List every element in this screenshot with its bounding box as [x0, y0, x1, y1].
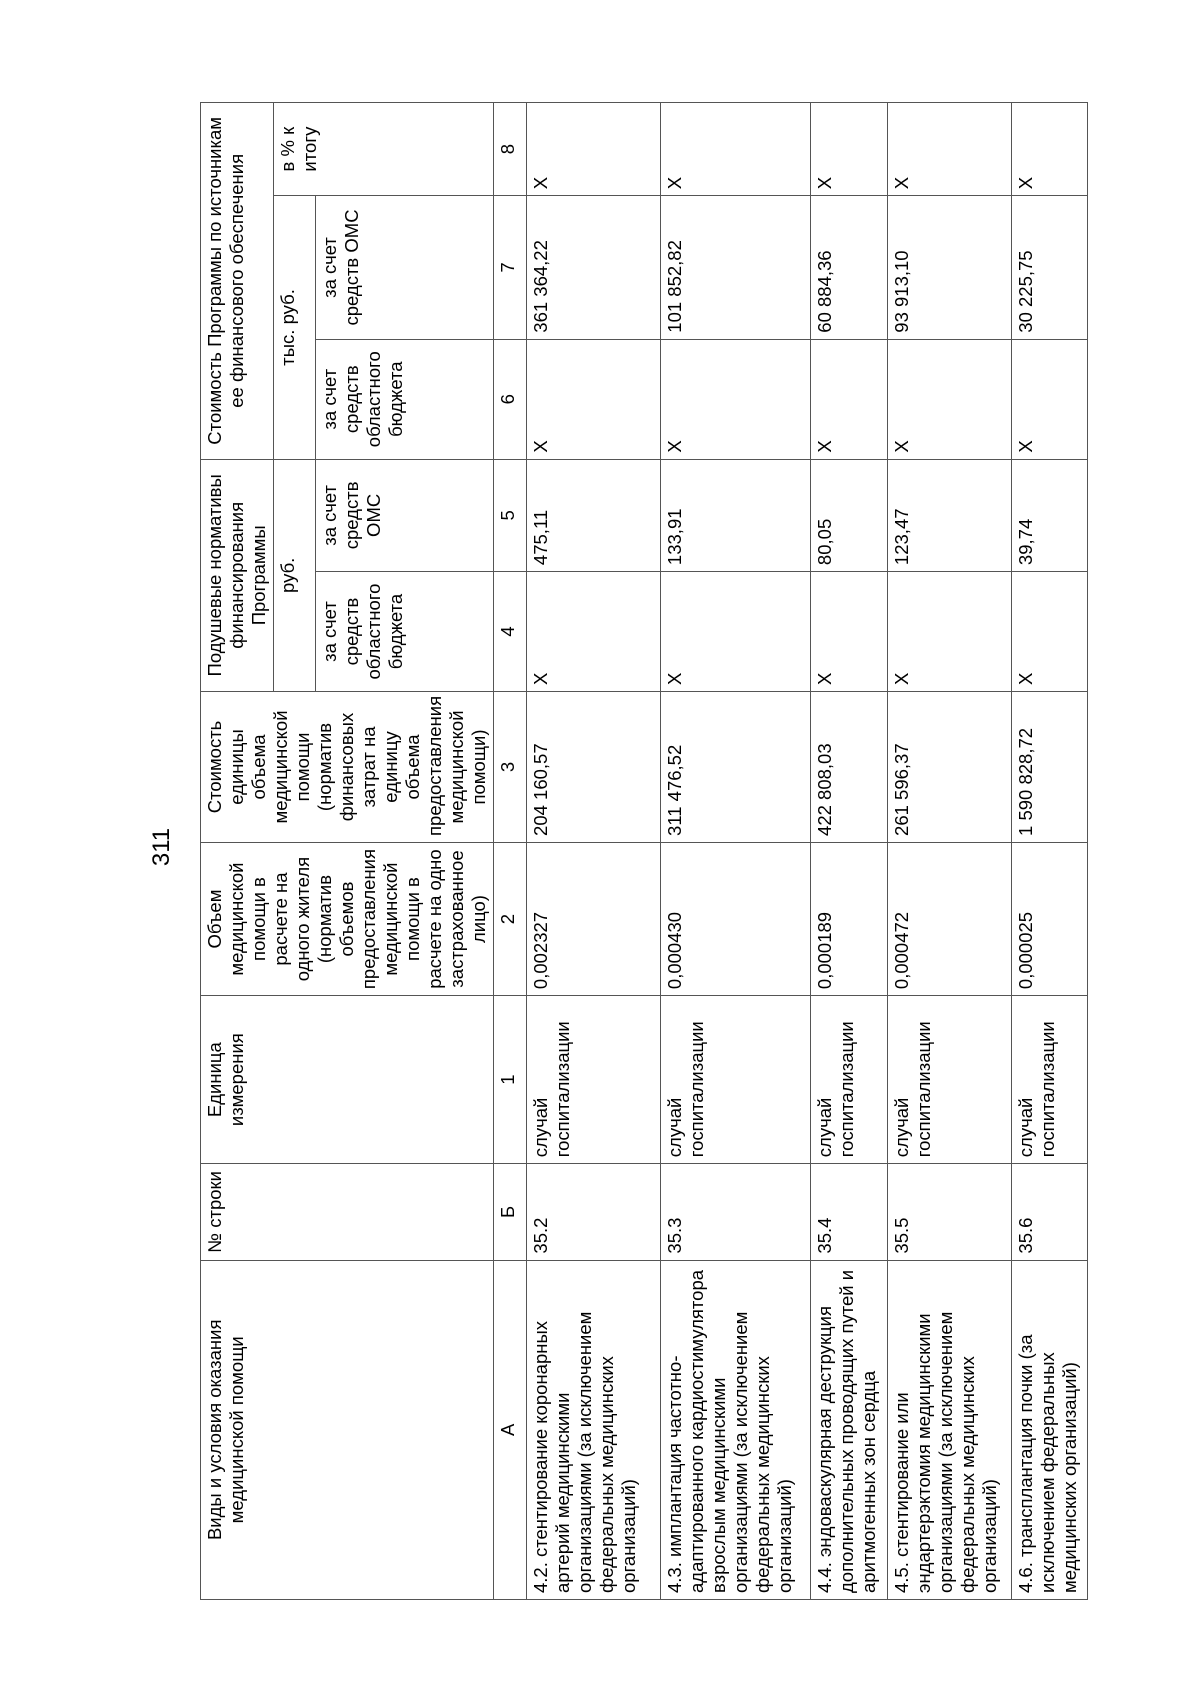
row-pc-budget: X: [888, 572, 1012, 692]
header-col-3: Стоимость единицы объема медицинской помощи (норматив финансовых затрат на единицу объема предоставления медицинской помощи): [201, 691, 494, 842]
row-pc-budget: X: [811, 572, 888, 692]
row-volume: 0,000025: [1012, 842, 1088, 995]
row-cost-oms: 93 913,10: [888, 196, 1012, 339]
row-cost-budget: X: [811, 339, 888, 459]
header-col-a: Виды и условия оказания медицинской помощи: [201, 1260, 494, 1599]
financing-table: [200, 102, 1088, 1600]
row-line-number: 35.6: [1012, 1164, 1088, 1260]
row-unit-cost: 422 808,03: [811, 691, 888, 842]
row-name: 4.2. стентирование коронарных артерий медицинскими организациями (за исключением федеральных медицинских организаций): [527, 1260, 661, 1599]
table-row: [661, 103, 811, 1600]
header-col-5: за счет средств ОМС: [316, 459, 494, 571]
row-unit-cost: 1 590 828,72: [1012, 691, 1088, 842]
column-number: 1: [494, 996, 527, 1164]
column-number: 3: [494, 691, 527, 842]
column-number: 6: [494, 339, 527, 459]
row-pc-oms: 39,74: [1012, 459, 1088, 571]
table-row: [888, 103, 1012, 1600]
column-number: 4: [494, 572, 527, 692]
row-pc-oms: 123,47: [888, 459, 1012, 571]
row-volume: 0,000472: [888, 842, 1012, 995]
row-pc-budget: X: [1012, 572, 1088, 692]
row-unit-cost: 311 476,52: [661, 691, 811, 842]
row-volume: 0,000430: [661, 842, 811, 995]
column-number: 8: [494, 103, 527, 196]
landscape-content: [200, 102, 1128, 1600]
row-cost-budget: X: [1012, 339, 1088, 459]
column-number-row: [494, 103, 527, 1600]
row-pc-oms: 133,91: [661, 459, 811, 571]
row-pc-budget: X: [661, 572, 811, 692]
row-percent: X: [1012, 103, 1088, 196]
row-unit-cost: 261 596,37: [888, 691, 1012, 842]
row-unit: случай госпитализации: [888, 996, 1012, 1164]
column-number: 5: [494, 459, 527, 571]
column-number: Б: [494, 1164, 527, 1260]
row-cost-budget: X: [527, 339, 661, 459]
row-line-number: 35.3: [661, 1164, 811, 1260]
header-cost-group: Стоимость Программы по источникам ее финансового обеспечения: [201, 103, 274, 460]
header-col-8: в % к итогу: [274, 103, 494, 196]
row-name: 4.3. имплантация частотно-адаптированного кардиостимулятора взрослым медицинскими организациями (за исключением федеральных медицинских организаций): [661, 1260, 811, 1599]
row-name: 4.4. эндоваскулярная деструкция дополнительных проводящих путей и аритмогенных зон сердца: [811, 1260, 888, 1599]
header-col-4: за счет средств областного бюджета: [316, 572, 494, 692]
row-unit: случай госпитализации: [811, 996, 888, 1164]
row-name: 4.5. стентирование или эндартерэктомия медицинскими организациями (за исключением федеральных медицинских организаций): [888, 1260, 1012, 1599]
row-line-number: 35.5: [888, 1164, 1012, 1260]
row-percent: X: [661, 103, 811, 196]
row-pc-oms: 475,11: [527, 459, 661, 571]
row-percent: X: [527, 103, 661, 196]
row-unit: случай госпитализации: [527, 996, 661, 1164]
header-col-1: Единица измерения: [201, 996, 494, 1164]
row-cost-oms: 101 852,82: [661, 196, 811, 339]
row-unit: случай госпитализации: [661, 996, 811, 1164]
column-number: А: [494, 1260, 527, 1599]
header-per-capita-unit: руб.: [274, 459, 316, 691]
column-number: 2: [494, 842, 527, 995]
page-number: 311: [148, 827, 175, 867]
row-line-number: 35.4: [811, 1164, 888, 1260]
table-row: [527, 103, 661, 1600]
row-percent: X: [811, 103, 888, 196]
row-percent: X: [888, 103, 1012, 196]
row-pc-budget: X: [527, 572, 661, 692]
header-col-6: за счет средств областного бюджета: [316, 339, 494, 459]
row-cost-budget: X: [661, 339, 811, 459]
row-name: 4.6. трансплантация почки (за исключением федеральных медицинских организаций): [1012, 1260, 1088, 1599]
header-col-2: Объем медицинской помощи в расчете на одного жителя (норматив объемов предоставления медицинской помощи в расчете на одно застрахованное лицо): [201, 842, 494, 995]
row-volume: 0,002327: [527, 842, 661, 995]
row-unit: случай госпитализации: [1012, 996, 1088, 1164]
row-cost-oms: 30 225,75: [1012, 196, 1088, 339]
table-row: [1012, 103, 1088, 1600]
row-pc-oms: 80,05: [811, 459, 888, 571]
header-col-7: за счет средств ОМС: [316, 196, 494, 339]
table-row: [811, 103, 888, 1600]
row-volume: 0,000189: [811, 842, 888, 995]
column-number: 7: [494, 196, 527, 339]
header-per-capita-group: Подушевые нормативы финансирования Программы: [201, 459, 274, 691]
row-cost-budget: X: [888, 339, 1012, 459]
row-cost-oms: 361 364,22: [527, 196, 661, 339]
header-cost-unit: тыс. руб.: [274, 196, 316, 459]
header-col-b: № строки: [201, 1164, 494, 1260]
row-unit-cost: 204 160,57: [527, 691, 661, 842]
row-line-number: 35.2: [527, 1164, 661, 1260]
row-cost-oms: 60 884,36: [811, 196, 888, 339]
